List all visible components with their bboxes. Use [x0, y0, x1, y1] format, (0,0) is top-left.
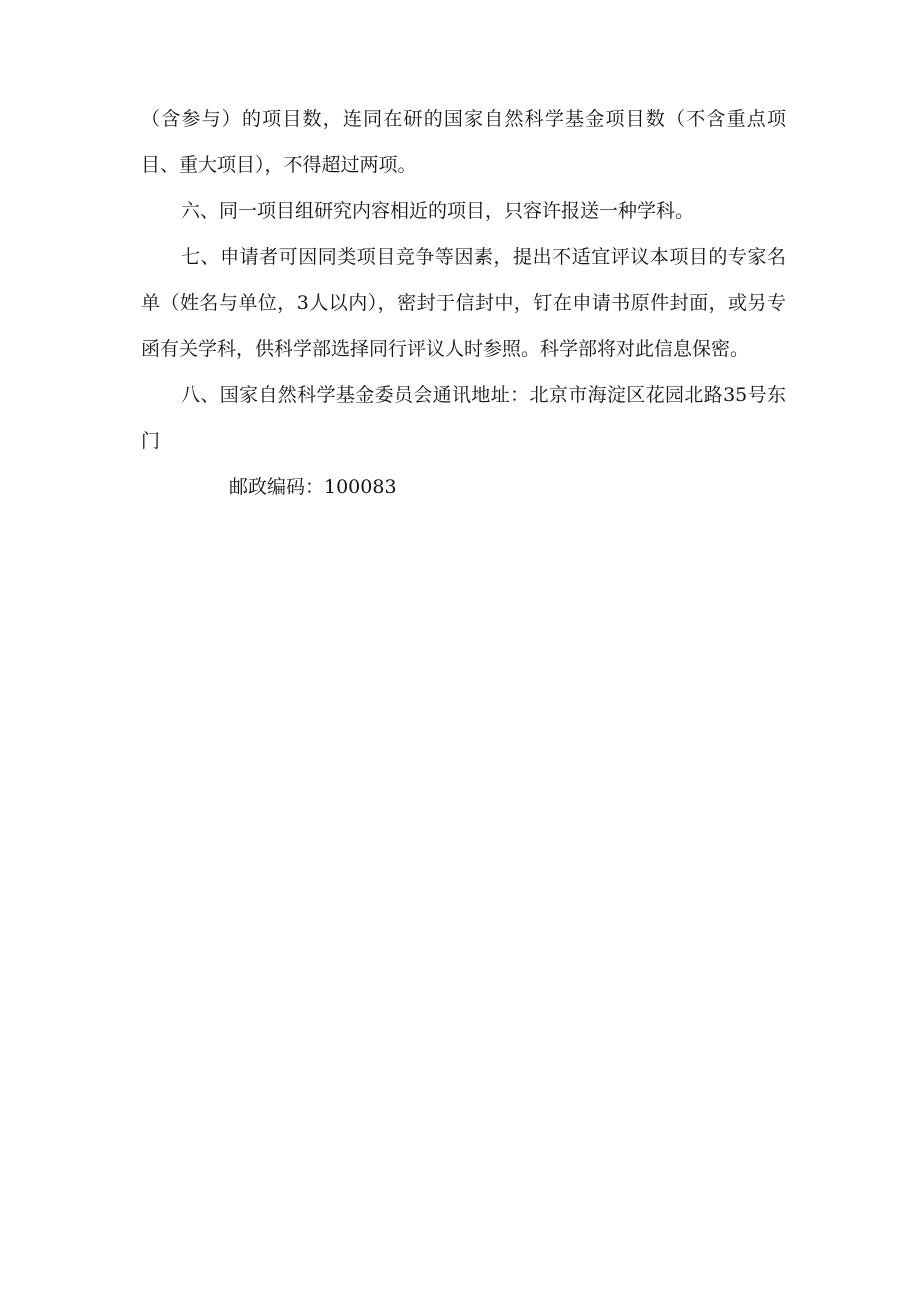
paragraph-item-8: 八、国家自然科学基金委员会通讯地址：北京市海淀区花园北路35号东门: [141, 384, 786, 452]
paragraph-item-7: 七、申请者可因同类项目竞争等因素，提出不适宜评议本项目的专家名单（姓名与单位，3人以内），密封于信封中，钉在申请书原件封面，或另专函有关学科，供科学部选择同行评议人时参照。科学部将对此信息保密。: [141, 246, 786, 360]
paragraph-continued-limit: （含参与）的项目数，连同在研的国家自然科学基金项目数（不含重点项目、重大项目），不得超过两项。: [141, 108, 786, 176]
document-body: [141, 96, 786, 510]
postal-code: 邮政编码：100083: [229, 476, 397, 498]
paragraph-item-6: 六、同一项目组研究内容相近的项目，只容许报送一种学科。: [181, 200, 695, 222]
